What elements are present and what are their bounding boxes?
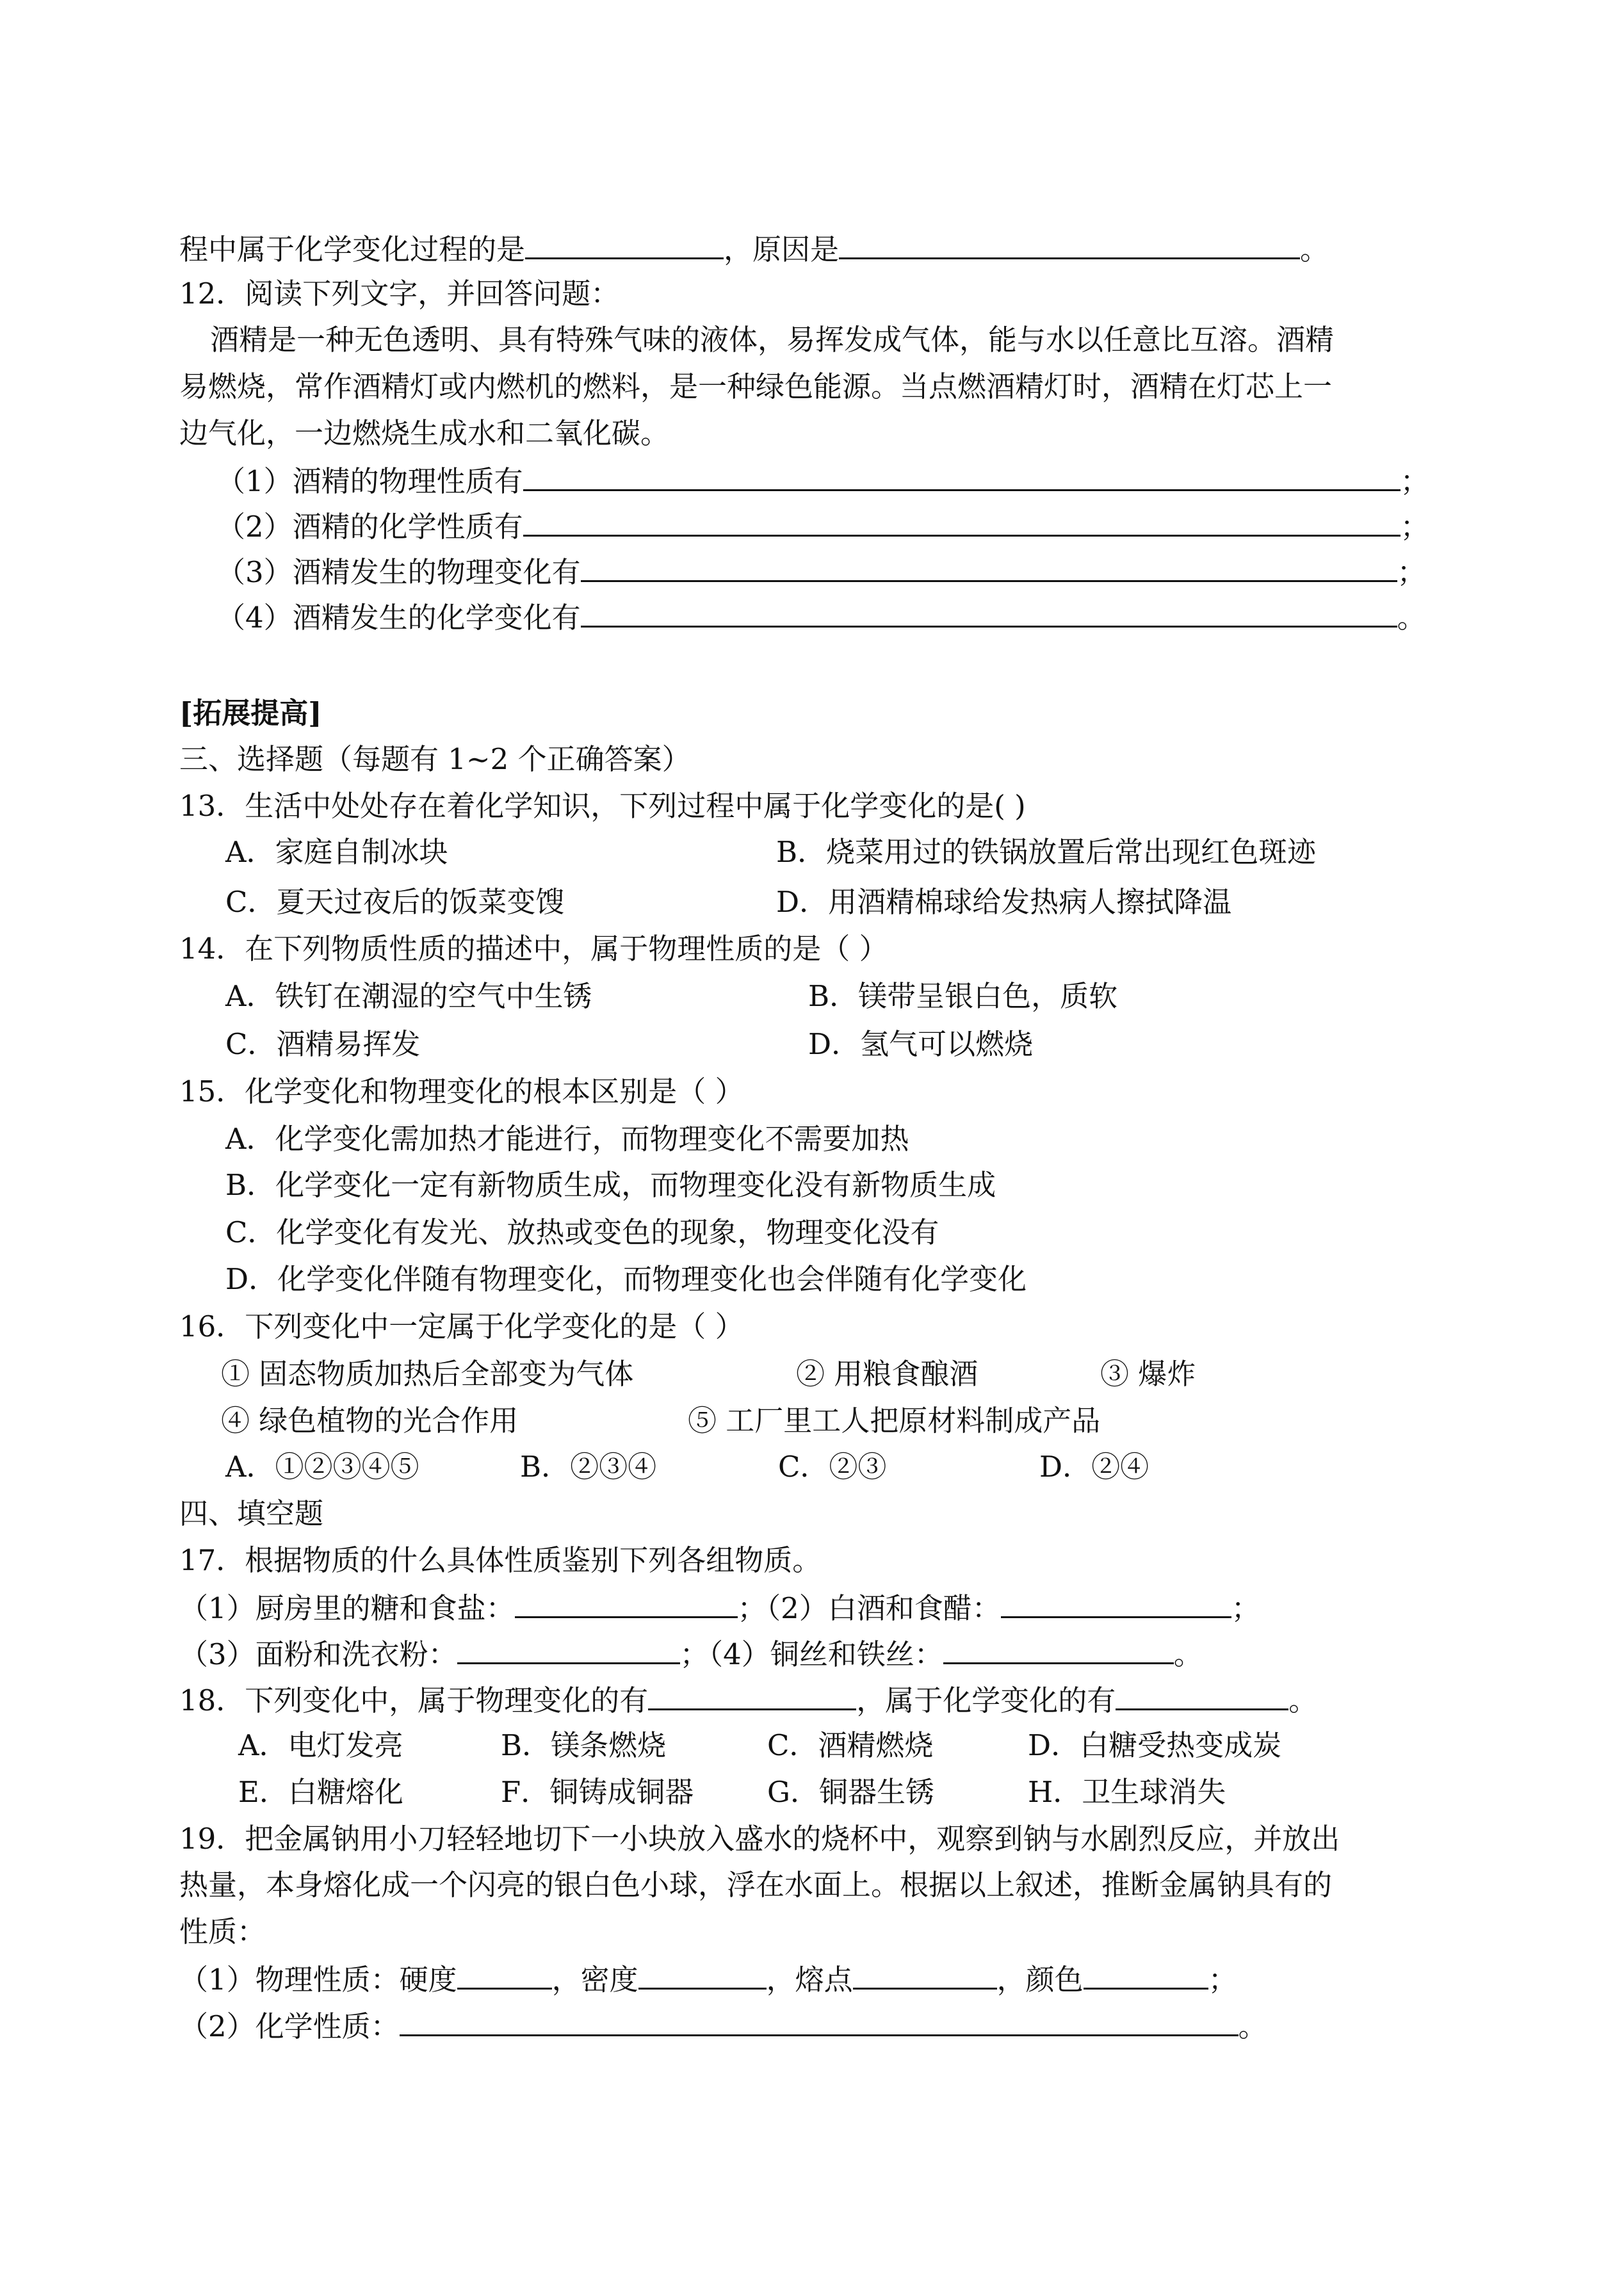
q15-option-b[interactable]: B．化学变化一定有新物质生成，而物理变化没有新物质生成 (225, 1168, 996, 1202)
q18-option-c[interactable]: C．酒精燃烧 (767, 1728, 934, 1762)
q16-option-d[interactable]: D．②④ (1039, 1450, 1149, 1484)
q18-option-e[interactable]: E．白糖熔化 (238, 1775, 403, 1809)
q13-option-c[interactable]: C．夏天过夜后的饭菜变馊 (225, 885, 565, 919)
q17-label: ；（4）铜丝和铁丝： (679, 1637, 943, 1671)
q18-text: 。 (1288, 1683, 1318, 1717)
q19-label: ，颜色 (996, 1963, 1084, 1997)
answer-blank[interactable] (581, 597, 1397, 628)
q12-item-label: （3）酒精发生的物理变化有 (216, 555, 581, 589)
q18-text: ，属于化学变化的有 (856, 1683, 1116, 1717)
answer-blank[interactable] (515, 1588, 738, 1618)
answer-blank[interactable] (1001, 1588, 1231, 1618)
answer-blank[interactable] (853, 1959, 997, 1990)
q16-statement-4: ④ 绿色植物的光合作用 (221, 1404, 519, 1438)
answer-blank[interactable] (457, 1959, 552, 1990)
q12-item-2 (216, 507, 1429, 544)
answer-blank[interactable] (523, 461, 1401, 491)
q17-label: ；（2）白酒和食醋： (737, 1591, 1001, 1625)
q12-item-label: （1）酒精的物理性质有 (216, 464, 523, 498)
q18-option-a[interactable]: A．电灯发亮 (238, 1728, 403, 1762)
q18-option-d[interactable]: D．白糖受热变成炭 (1028, 1728, 1282, 1762)
q19-stem-line: 19．把金属钠用小刀轻轻地切下一小块放入盛水的烧杯中，观察到钠与水剧烈反应，并放出 (179, 1822, 1340, 1856)
q16-statement-5: ⑤ 工厂里工人把原材料制成产品 (688, 1404, 1101, 1438)
answer-blank[interactable] (400, 2006, 1238, 2036)
q12-item-label: （4）酒精发生的化学变化有 (216, 601, 581, 635)
answer-blank[interactable] (581, 552, 1397, 582)
q11-text: 程中属于化学变化过程的是 (179, 232, 526, 266)
answer-blank[interactable] (1116, 1680, 1288, 1710)
q12-item-end: ； (1397, 555, 1426, 589)
q19-label: ，熔点 (766, 1963, 853, 1997)
q16-option-c[interactable]: C．②③ (778, 1450, 887, 1484)
q15-option-c[interactable]: C．化学变化有发光、放热或变色的现象，物理变化没有 (225, 1215, 939, 1249)
q14-option-d[interactable]: D．氢气可以燃烧 (808, 1027, 1034, 1061)
q13-option-b[interactable]: B．烧菜用过的铁锅放置后常出现红色斑迹 (776, 835, 1317, 869)
q12-stem: 12．阅读下列文字，并回答问题： (179, 277, 620, 311)
q16-statement-2: ② 用粮食酿酒 (796, 1357, 978, 1391)
q19-chemical-row (179, 2006, 1267, 2043)
q16-option-b[interactable]: B．②③④ (520, 1450, 657, 1484)
q11-text: 。 (1300, 232, 1329, 266)
q17-stem: 17．根据物质的什么具体性质鉴别下列各组物质。 (179, 1543, 822, 1577)
q18-text: 18．下列变化中，属于物理变化的有 (179, 1683, 649, 1717)
q12-item-1 (216, 461, 1429, 498)
answer-blank[interactable] (525, 229, 724, 259)
q19-label: ，密度 (551, 1963, 638, 1997)
q12-item-label: （2）酒精的化学性质有 (216, 510, 523, 544)
q17-label: （3）面粉和洗衣粉： (179, 1637, 457, 1671)
q13-stem: 13．生活中处处存在着化学知识，下列过程中属于化学变化的是( ) (179, 789, 1026, 823)
q17-end: ； (1231, 1591, 1260, 1625)
q12-paragraph-line: 边气化，一边燃烧生成水和二氧化碳。 (179, 416, 670, 450)
section-heading-choice: 三、选择题（每题有 1~2 个正确答案） (179, 742, 691, 776)
q19-label: （1）物理性质：硬度 (179, 1963, 457, 1997)
q19-end: ； (1208, 1963, 1237, 1997)
q17-row-1 (179, 1588, 1260, 1625)
q12-item-3 (216, 552, 1426, 589)
q14-stem: 14．在下列物质性质的描述中，属于物理性质的是（ ） (179, 932, 888, 966)
q19-end: 。 (1238, 2009, 1267, 2043)
q16-stem: 16．下列变化中一定属于化学变化的是（ ） (179, 1310, 744, 1343)
q14-option-c[interactable]: C．酒精易挥发 (225, 1027, 421, 1061)
q19-physical-row (179, 1959, 1237, 1997)
q17-label: （1）厨房里的糖和食盐： (179, 1591, 515, 1625)
q18-stem (179, 1680, 1317, 1717)
section-heading-extension: [拓展提高] (179, 696, 322, 730)
q16-option-a[interactable]: A．①②③④⑤ (225, 1450, 419, 1484)
q13-option-a[interactable]: A．家庭自制冰块 (225, 835, 448, 869)
q14-option-b[interactable]: B．镁带呈银白色，质软 (808, 979, 1118, 1013)
answer-blank[interactable] (1084, 1959, 1208, 1990)
answer-blank[interactable] (943, 1634, 1174, 1664)
answer-blank[interactable] (638, 1959, 767, 1990)
q19-stem-line: 性质： (179, 1915, 266, 1949)
q13-option-d[interactable]: D．用酒精棉球给发热病人擦拭降温 (776, 885, 1232, 919)
q18-option-h[interactable]: H．卫生球消失 (1028, 1775, 1226, 1809)
answer-blank[interactable] (839, 229, 1300, 259)
q12-item-end: ； (1400, 510, 1429, 544)
q19-label: （2）化学性质： (179, 2009, 400, 2043)
q16-statement-3: ③ 爆炸 (1100, 1357, 1196, 1391)
q12-item-end: ； (1400, 464, 1429, 498)
q18-option-f[interactable]: F．铜铸成铜器 (501, 1775, 694, 1809)
q12-item-4 (216, 597, 1426, 635)
q15-option-d[interactable]: D．化学变化伴随有物理变化，而物理变化也会伴随有化学变化 (225, 1262, 1027, 1296)
q19-stem-line: 热量，本身熔化成一个闪亮的银白色小球，浮在水面上。根据以上叙述，推断金属钠具有的 (179, 1868, 1333, 1902)
q11-line (179, 229, 1329, 266)
q11-text: ，原因是 (724, 232, 840, 266)
q18-option-b[interactable]: B．镁条燃烧 (501, 1728, 667, 1762)
q12-paragraph-line: 酒精是一种无色透明、具有特殊气味的液体，易挥发成气体，能与水以任意比互溶。酒精 (210, 323, 1335, 357)
q12-paragraph-line: 易燃烧，常作酒精灯或内燃机的燃料，是一种绿色能源。当点燃酒精灯时，酒精在灯芯上一 (179, 369, 1333, 403)
q16-statement-1: ① 固态物质加热后全部变为气体 (221, 1357, 634, 1391)
q14-option-a[interactable]: A．铁钉在潮湿的空气中生锈 (225, 979, 592, 1013)
answer-blank[interactable] (523, 507, 1401, 537)
q15-option-a[interactable]: A．化学变化需加热才能进行，而物理变化不需要加热 (225, 1122, 909, 1156)
answer-blank[interactable] (457, 1634, 680, 1664)
q17-end: 。 (1173, 1637, 1203, 1671)
q17-row-2 (179, 1634, 1203, 1671)
q18-option-g[interactable]: G．铜器生锈 (767, 1775, 934, 1809)
answer-blank[interactable] (648, 1680, 856, 1710)
q15-stem: 15．化学变化和物理变化的根本区别是（ ） (179, 1075, 744, 1108)
section-heading-fill: 四、填空题 (179, 1496, 324, 1530)
q12-item-end: 。 (1397, 601, 1426, 635)
